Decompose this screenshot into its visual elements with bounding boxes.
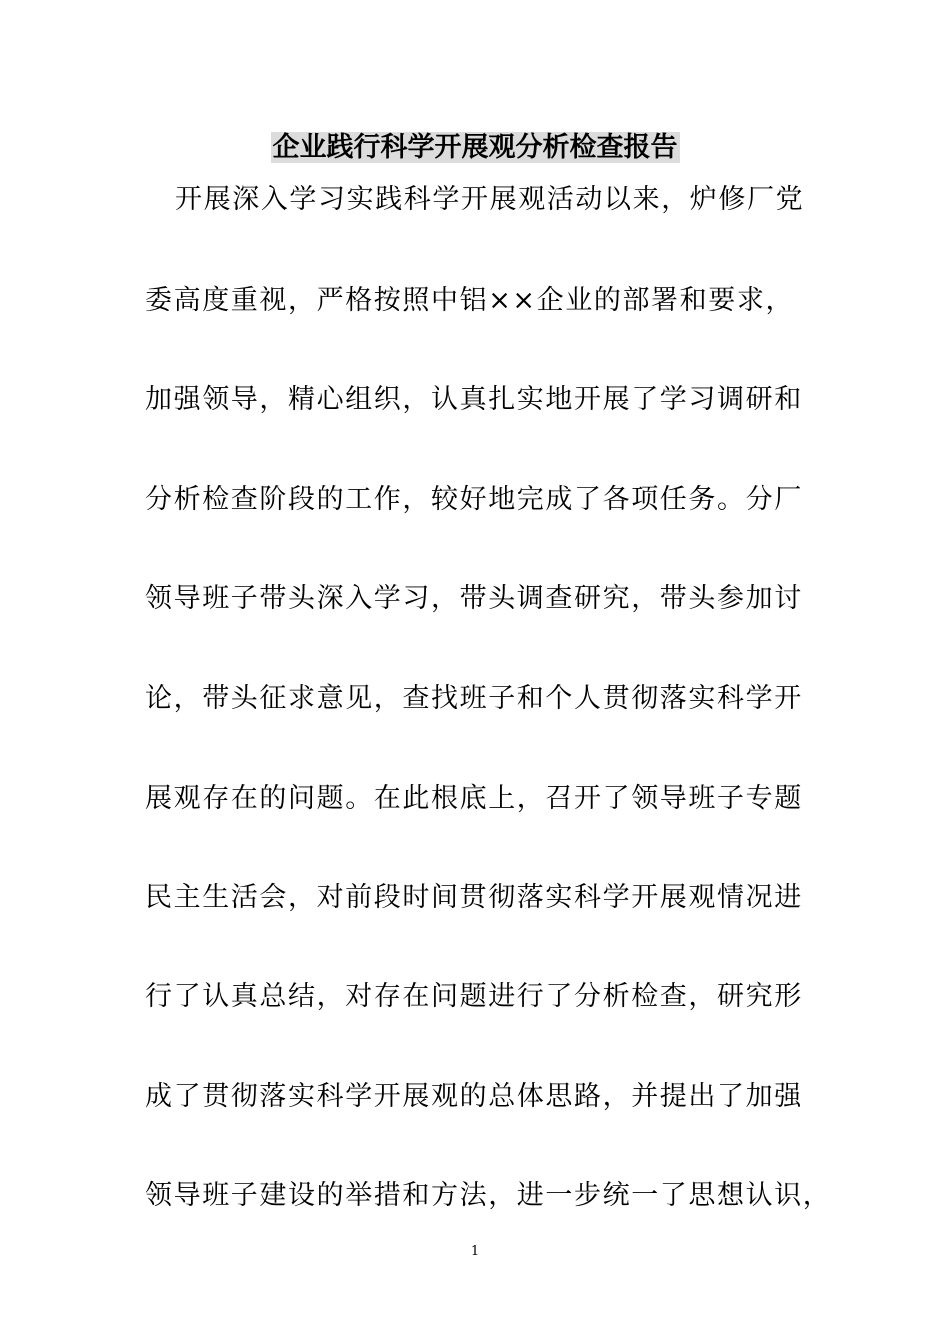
body-line: 行了认真总结，对存在问题进行了分析检查，研究形 (145, 981, 803, 1012)
body-line: 展观存在的问题。在此根底上，召开了领导班子专题 (145, 783, 803, 814)
body-line: 领导班子建设的举措和方法，进一步统一了思想认识， (145, 1180, 832, 1211)
body-line: 成了贯彻落实科学开展观的总体思路，并提出了加强 (145, 1081, 803, 1112)
body-line: 分析检查阶段的工作，较好地完成了各项任务。分厂 (145, 484, 803, 515)
body-line: 加强领导，精心组织，认真扎实地开展了学习调研和 (145, 384, 803, 415)
page-number: 1 (470, 1244, 480, 1259)
document-title-text: 企业践行科学开展观分析检查报告 (272, 132, 678, 163)
document-title (0, 127, 950, 169)
body-line: 开展深入学习实践科学开展观活动以来，炉修厂党 (175, 184, 805, 215)
body-line: 领导班子带头深入学习，带头调查研究，带头参加讨 (145, 583, 803, 614)
body-line: 民主生活会，对前段时间贯彻落实科学开展观情况进 (145, 882, 803, 913)
body-line: 委高度重视，严格按照中铝××企业的部署和要求， (145, 285, 795, 316)
body-line: 论，带头征求意见，查找班子和个人贯彻落实科学开 (145, 683, 803, 714)
